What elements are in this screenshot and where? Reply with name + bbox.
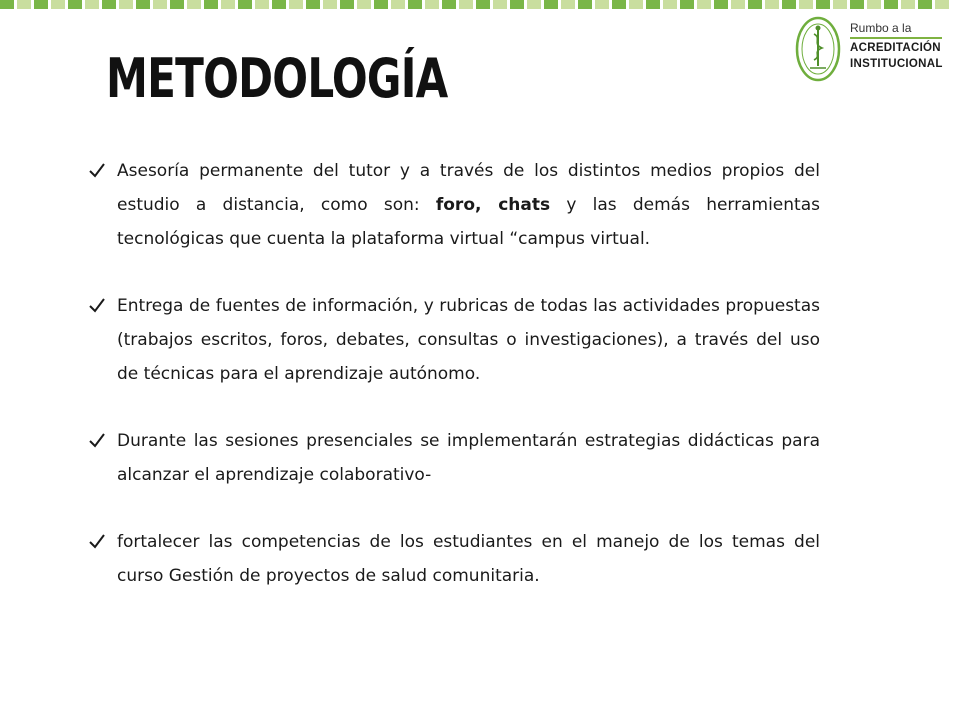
list-item-text: fortalecer las competencias de los estudiantes en el manejo de los temas del curso Gestión de proyectos de salud comunitaria. [117,532,820,586]
strip-block [663,0,677,9]
logo-line-1: Rumbo a la [850,21,912,35]
strip-block [442,0,456,9]
strip-block [0,0,14,9]
strip-block [765,0,779,9]
strip-block [884,0,898,9]
checkmark-icon [88,533,106,549]
strip-block [357,0,371,9]
strip-block [833,0,847,9]
strip-block [697,0,711,9]
strip-block [680,0,694,9]
strip-block [170,0,184,9]
strip-block [578,0,592,9]
strip-block [289,0,303,9]
strip-block [17,0,31,9]
strip-block [510,0,524,9]
strip-block [816,0,830,9]
top-decorative-strip [0,0,960,9]
text-segment-bold: foro, chats [435,195,551,215]
strip-block [527,0,541,9]
strip-block [340,0,354,9]
strip-block [408,0,422,9]
checkmark-icon [88,297,106,313]
list-item [88,525,820,593]
strip-block [204,0,218,9]
list-item [88,154,820,256]
strip-block [153,0,167,9]
text-segment: Asesoría permanente del tutor y a través de los distintos medios propios del estudio a distancia, como son: [117,161,820,215]
accreditation-logo [790,14,950,84]
strip-block [782,0,796,9]
strip-block [221,0,235,9]
strip-block [459,0,473,9]
strip-block [544,0,558,9]
strip-block [374,0,388,9]
list-item-text [117,154,820,256]
list-item-text: Durante las sesiones presenciales se implementarán estrategias didácticas para alcanzar el aprendizaje colaborativo- [117,431,820,485]
strip-block [85,0,99,9]
strip-block [306,0,320,9]
strip-block [918,0,932,9]
strip-block [629,0,643,9]
logo-line-3: INSTITUCIONAL [850,57,943,70]
strip-block [901,0,915,9]
strip-block [748,0,762,9]
methodology-list [88,154,820,626]
strip-block [799,0,813,9]
university-seal-icon [795,16,841,82]
strip-block [425,0,439,9]
text-segment: y las demás herramientas tecnológicas que cuenta la plataforma virtual “campus virtual. [117,195,820,249]
strip-block [850,0,864,9]
strip-block [51,0,65,9]
logo-line-2: ACREDITACIÓN [850,42,941,54]
strip-block [255,0,269,9]
strip-block [391,0,405,9]
list-item-text: Entrega de fuentes de información, y rubricas de todas las actividades propuestas (trabajos escritos, foros, debates, consultas o investigaciones), a través del uso de técnicas para el aprendizaje autónomo. [117,296,820,384]
strip-block [119,0,133,9]
checkmark-icon [88,162,106,178]
strip-block [714,0,728,9]
strip-block [561,0,575,9]
strip-block [272,0,286,9]
strip-block [646,0,660,9]
strip-block [595,0,609,9]
strip-block [493,0,507,9]
strip-block [731,0,745,9]
strip-block [187,0,201,9]
strip-block [476,0,490,9]
strip-block [612,0,626,9]
strip-block [34,0,48,9]
strip-block [867,0,881,9]
strip-block [68,0,82,9]
strip-block [136,0,150,9]
list-item [88,289,820,391]
checkmark-icon [88,432,106,448]
list-item [88,424,820,492]
strip-block [102,0,116,9]
page-title: METODOLOGÍA [106,47,448,110]
strip-block [323,0,337,9]
logo-text [850,22,943,70]
strip-block [238,0,252,9]
strip-block [935,0,949,9]
